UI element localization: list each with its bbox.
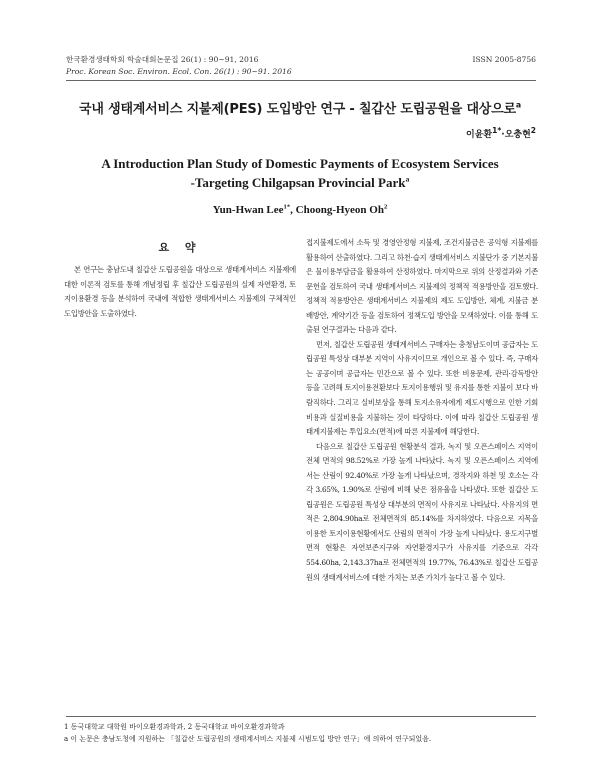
body-paragraph: 다음으로 칠갑산 도립공원 현황분석 결과, 녹지 및 오픈스페이스 지역이 전체 면적의 98.52%로 가장 높게 나타났다. 녹지 및 오픈스페이스 지역에서는 산림이 92.40%로 가장 높게 나타났으며, 경작지와 하천 및 호소는 각각 3.65%, 1.90%로 산림에 비해 낮은 점유율을 나타냈다. 또한 칠갑산 도립공원은 도립공원 특성상 대부분의 면적이 사유지로 나타났다. 사유지의 면적은 2,804.90ha로 전체면적의 85.14%를 차지하였다. 다음으로 지목을 이용한 토지이용현황에서도 산림의 면적이 가장 높게 나타났다. 용도지구별 면적 현황은 자연보존지구와 자연환경지구가 사유지를 기준으로 각각 554.60ha, 2,143.37ha로 전체면적의 19.77%, 76.43%로 칠갑산 도립공원의 생태계서비스에 대한 가치는 보존 가치가 높다고 볼 수 있다. bbox=[306, 441, 538, 582]
journal-citation-en: Proc. Korean Soc. Environ. Ecol. Con. 26(1) : 90~91. 2016 bbox=[66, 67, 292, 76]
author-en-2: Choong-Hyeon Oh bbox=[295, 204, 384, 216]
author-en-separator: , bbox=[290, 204, 296, 216]
title-english bbox=[60, 154, 540, 192]
issn-number: ISSN 2005-8756 bbox=[472, 55, 536, 64]
authors-korean bbox=[466, 126, 536, 140]
body-paragraph: 먼저, 칠갑산 도립공원 생태계서비스 구매자는 충청남도이며 공급자는 도립공원 특성상 대부분 지역이 사유지이므로 개인으로 볼 수 있다. 즉, 구매자는 공공이며 공급자는 민간으로 볼 수 있다. 또한 비용문제, 관리·감독방안 등을 고려해 토지이용전환보다 토지이용행위 및 유지를 통한 지불이 보다 바람직하다. 그리고 실비보상을 통해 토지소유자에게 제도시행으로 인한 기회비용과 실질비용을 지불하는 것이 타당하다. 이에 따라 칠갑산 도립공원 생태계지불제는 투입요소(면적)에 따른 지불제에 해당한다. bbox=[306, 339, 538, 437]
title-korean-text: 국내 생태계서비스 지불제(PES) 도입방안 연구 - 칠갑산 도립공원을 대상으로 bbox=[79, 102, 516, 117]
author-en-2-mark: 2 bbox=[383, 203, 388, 211]
header-rule bbox=[66, 80, 536, 81]
body-column-right bbox=[306, 236, 538, 585]
title-english-footnote-mark: a bbox=[405, 174, 410, 184]
author-en-1-mark: 1* bbox=[283, 203, 291, 211]
body-paragraph: 본 연구는 충남도내 칠갑산 도립공원을 대상으로 생태계서비스 지불제에 대한 이론적 검토를 통해 개념정립 후 칠갑산 도립공원의 실제 자연환경, 토지이용환경 등을 분석하여 국내에 적합한 생태계서비스 지불제의 구체적인 도입방안을 도출하였다. bbox=[64, 265, 296, 318]
author-ko-1-mark: 1* bbox=[492, 126, 502, 135]
journal-citation-ko: 한국환경생태학회 학술대회논문집 26(1) : 90~91, 2016 bbox=[66, 55, 259, 64]
body-column-left bbox=[64, 263, 296, 321]
title-korean-footnote-mark: a bbox=[515, 100, 521, 110]
footnotes bbox=[64, 721, 540, 745]
title-english-line-1: A Introduction Plan Study of Domestic Payments of Ecosystem Services bbox=[101, 156, 499, 171]
footnote-affiliations: 1 동국대학교 대학원 바이오환경과학과, 2 동국대학교 바이오환경과학과 bbox=[64, 723, 285, 731]
authors-english bbox=[60, 204, 540, 216]
author-en-1: Yun-Hwan Lee bbox=[212, 204, 284, 216]
abstract-heading: 요 약 bbox=[158, 241, 202, 254]
author-ko-2-mark: 2 bbox=[530, 126, 536, 135]
body-paragraph: 접지불제도에서 소득 및 경영안정형 지불제, 조건지불금은 공익형 지불제를 활용하여 산출하였다. 그리고 하천·습지 생태계서비스 지불단가 중 기본지불은 물이용부담금을 활용하여 산정하였다. 마지막으로 위의 산정결과와 기존문헌을 검토하여 국내 생태계서비스 지불제의 정책적 적용방안을 검토했다. 정책적 적용방안은 생태계서비스 지불제의 제도 도입방안, 체계, 지불금 분배방안, 계약기간 등을 검토하여 정책도입 방안을 모색하였다. 이를 통해 도출된 연구결과는 다음과 같다. bbox=[306, 238, 538, 335]
footnote-rule bbox=[66, 716, 536, 717]
author-ko-separator: · bbox=[501, 130, 505, 140]
author-ko-1: 이윤환 bbox=[466, 130, 493, 140]
title-korean bbox=[30, 98, 570, 117]
author-ko-2: 오충현 bbox=[504, 130, 531, 140]
footnote-funding: a 이 논문은 충남도청에 지원하는 「칠갑산 도립공원의 생태계서비스 지불제 시범도입 방안 연구」에 의하여 연구되었음. bbox=[64, 735, 432, 743]
title-english-line-2-wrap bbox=[60, 173, 540, 192]
running-header bbox=[66, 54, 536, 78]
title-english-line-2: -Targeting Chilgapsan Provincial Park bbox=[190, 175, 406, 190]
